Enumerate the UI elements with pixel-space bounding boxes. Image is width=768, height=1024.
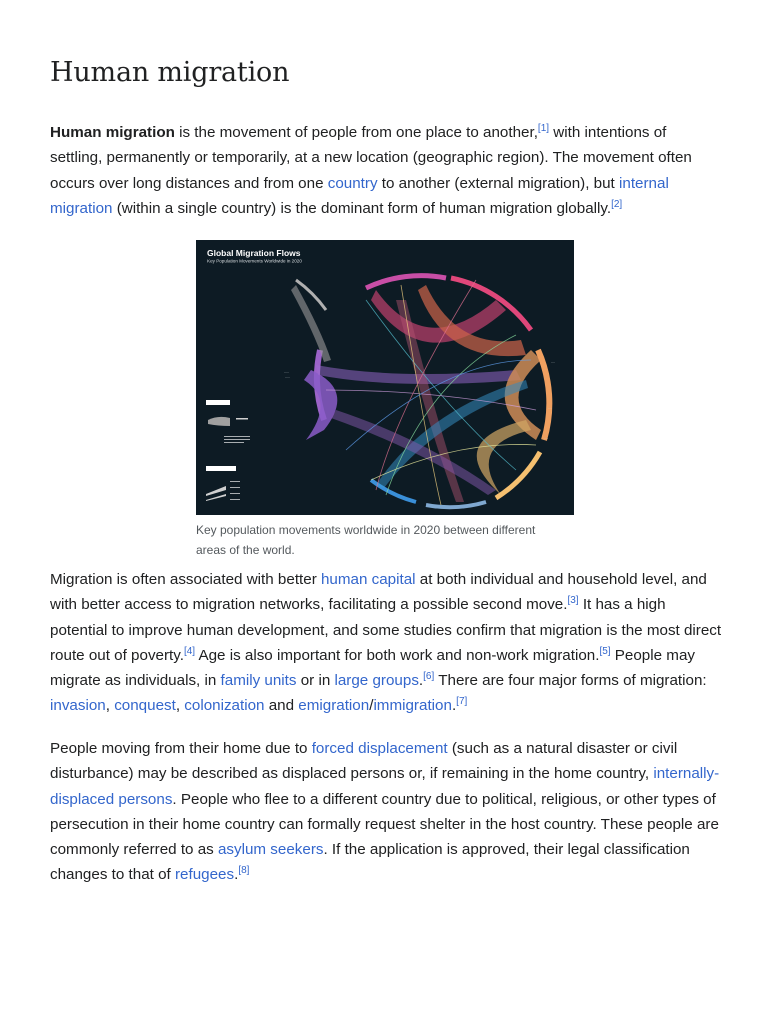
text-span: . People who flee to a different country due to political, religious, or other types of persecution in their home country can formally request shelter in the host country. These people are commonly referred to as [50, 790, 719, 859]
link-internally-displaced-persons[interactable]: internally-displaced persons [50, 765, 720, 808]
citation-1[interactable] [538, 123, 549, 134]
svg-text:·····: ····· [284, 371, 290, 375]
svg-text:····: ···· [548, 407, 553, 411]
citation-2[interactable] [611, 199, 622, 210]
text-span: . If the application is approved, their legal classification changes to that of [50, 841, 690, 884]
link-internal-migration[interactable]: internal migration [50, 174, 669, 217]
link-country[interactable]: country [327, 174, 378, 192]
link-immigration[interactable]: immigration [373, 697, 452, 715]
citation-7[interactable] [456, 696, 467, 707]
link-conquest[interactable]: conquest [114, 697, 176, 715]
text-span: (within a single country) is the dominant form of human migration globally. [112, 199, 612, 217]
paragraph-3 [50, 736, 722, 888]
text-span: . [418, 672, 424, 690]
link-colonization[interactable]: colonization [184, 697, 265, 715]
text-span: to another (external migration), but [377, 174, 619, 192]
citation-link[interactable]: [8] [238, 865, 250, 877]
intro-paragraph [50, 120, 722, 221]
citation-link[interactable]: [6] [423, 671, 435, 683]
citation-8[interactable] [238, 865, 249, 876]
text-span: and [264, 697, 299, 715]
citation-3[interactable] [567, 595, 578, 606]
text-span: . [234, 866, 239, 884]
link-asylum-seekers[interactable]: asylum seekers [217, 841, 324, 859]
citation-6[interactable] [423, 671, 434, 682]
text-span: Migration is often associated with better [50, 571, 321, 588]
link-large-groups[interactable]: large groups [334, 672, 419, 690]
citation-link[interactable]: [7] [456, 696, 468, 708]
bold-term: Human migration [50, 124, 175, 141]
text-span: at both individual and household level, and with better access to migration networks, facilitating a possible second move. [50, 571, 707, 614]
citation-5[interactable] [599, 646, 610, 657]
text-span: , [175, 697, 185, 715]
citation-link[interactable]: [1] [537, 123, 550, 134]
citation-link[interactable]: [2] [611, 198, 623, 210]
text-span: is the movement of people from one place to another, [174, 124, 538, 141]
figure [196, 240, 574, 560]
figure-caption: Key population movements worldwide in 2020 between different areas of the world. [196, 523, 536, 557]
link-invasion[interactable]: invasion [50, 697, 106, 715]
text-span: (such as a natural disaster or civil disturbance) may be described as displaced persons or, if remaining in the home country, [50, 740, 678, 783]
page-title: Human migration [50, 57, 290, 88]
paragraph-2 [50, 567, 722, 719]
link-refugees[interactable]: refugees [174, 866, 235, 884]
link-emigration[interactable]: emigration [298, 697, 370, 715]
svg-text:····: ···· [551, 361, 556, 365]
chart-subtitle: Key Population Movements Worldwide in 2020 [207, 258, 302, 264]
migration-flows-image[interactable] [196, 240, 574, 515]
svg-text:····: ···· [544, 437, 549, 441]
citation-link[interactable]: [3] [567, 595, 579, 607]
chart-title: Global Migration Flows [207, 248, 301, 258]
text-span: There are four major forms of migration: [434, 672, 707, 690]
text-span: People may migrate as individuals, in [50, 646, 695, 690]
text-span: Age is also important for both work and non-work migration. [195, 646, 600, 664]
text-span: People moving from their home due to [50, 740, 312, 757]
text-span: It has a high potential to improve human development, and some studies confirm that migration is the most direct route out of poverty. [50, 596, 722, 664]
text-span: or in [296, 672, 335, 690]
text-span: , [105, 697, 115, 715]
citation-link[interactable]: [4] [183, 645, 196, 657]
link-family-units[interactable]: family units [220, 672, 297, 690]
text-span: with intentions of settling, permanently or temporarily, at a new location (geographic region). The movement often occurs over long distances and from one [50, 124, 692, 192]
link-forced-displacement[interactable]: forced displacement [311, 740, 448, 757]
citation-link[interactable]: [5] [599, 645, 611, 657]
text-span: . [451, 697, 457, 715]
text-span: / [369, 697, 374, 715]
link-human-capital[interactable]: human capital [320, 571, 416, 588]
citation-4[interactable] [184, 646, 195, 657]
svg-text:·····: ····· [285, 376, 291, 380]
